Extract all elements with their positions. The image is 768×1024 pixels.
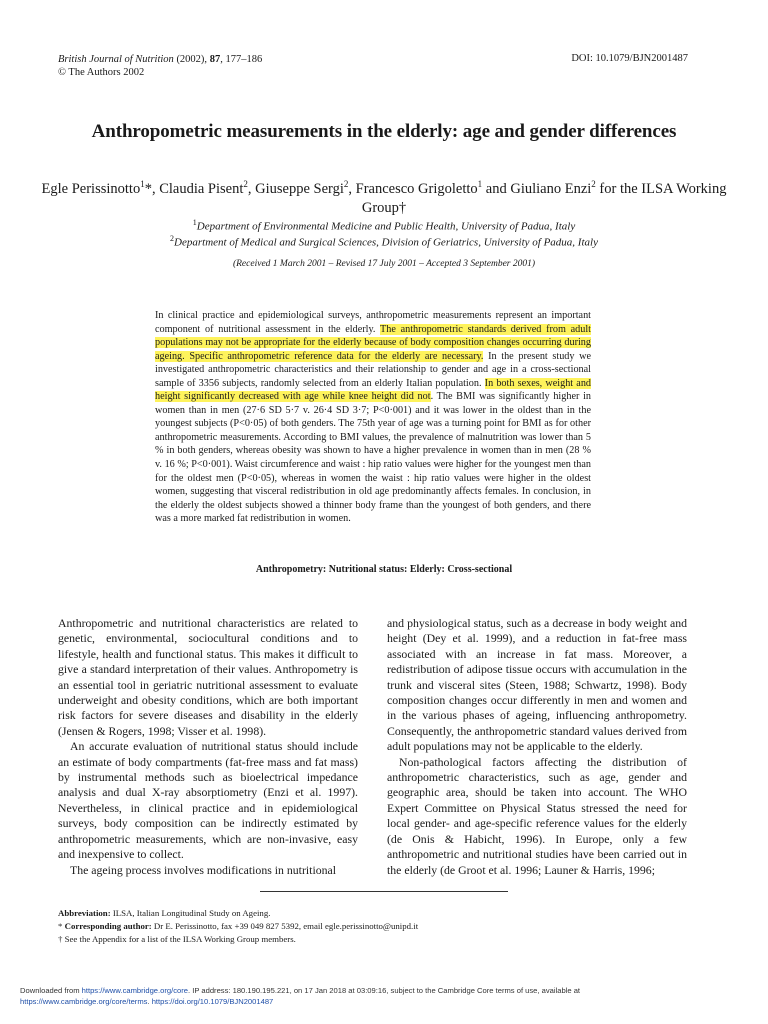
affiliation-sup: 1	[192, 218, 197, 227]
affiliation-2	[0, 234, 768, 249]
author-name: and Giuliano Enzi	[482, 180, 592, 197]
body-column-right	[387, 616, 687, 878]
journal-name: British Journal of Nutrition	[58, 54, 174, 65]
abstract-highlight: The anthropometric standards derived from adult populations may not be appropriate for the elderly because of body composition changes occurring during ageing. Specific anthropometric reference data for the elderly are necessary.	[155, 323, 591, 362]
author-affil-sup: 2	[591, 179, 596, 189]
footnote-abbreviation	[58, 907, 718, 920]
author-affil-sup: 1	[140, 179, 145, 189]
abstract-text: In the present study we investigated anthropometric characteristics and their relationship to gender and age in a cross-sectional sample of 3356 subjects, randomly selected from an elderly Italian population.	[155, 350, 592, 389]
citation-volume: 87	[209, 54, 221, 65]
abstract-highlight: In both sexes, weight and height significantly decreased with age while knee height did not	[155, 377, 592, 403]
author-list	[40, 175, 728, 218]
footnote-text: ILSA, Italian Longitudinal Study on Ageing.	[110, 908, 271, 918]
download-text: . IP address: 180.190.195.221, on 17 Jan 2018 at 03:09:16, subject to the Cambridge Core terms of use, available at	[188, 986, 581, 995]
author-name: , Giuseppe Sergi	[247, 180, 344, 197]
download-text: .	[147, 996, 152, 1006]
body-paragraph: Non-pathological factors affecting the distribution of anthropometric characteristics, such as age, gender and geographic area, should be taken into account. The WHO Expert Committee on Physical Status stressed the need for local gender- and age-specific reference values for the elderly (de Onis & Habicht, 1996). In Europe, only a few anthropometric and nutritional studies have been carried out in the elderly (de Groot et al. 1996; Launer & Harris, 1996;	[387, 754, 687, 877]
author-mark: *,	[144, 180, 160, 197]
body-column-left	[58, 616, 358, 878]
affiliation-1	[0, 218, 768, 233]
author-affil-sup: 2	[343, 179, 349, 189]
body-paragraph: and physiological status, such as a decrease in body weight and height (Dey et al. 1999), and a reduction in fat-free mass associated with an increase in fat mass. Moreover, a redistribution of adipose tissue occurs with accumulation in the trunk and visceral sites (Steen, 1988; Schwartz, 1998). Body composition changes occur differently in men and women and in the various phases of ageing, influencing anthropometry. Consequently, the anthropometric standard values derived from adult populations may not be applicable to the elderly.	[387, 616, 687, 754]
footnote-text: Dr E. Perissinotto, fax +39 049 827 5392, email egle.perissinotto@unipd.it	[151, 921, 419, 931]
doi: DOI: 10.1079/BJN2001487	[571, 53, 688, 64]
footnote-corresponding	[58, 920, 718, 933]
abstract-text: . The BMI was significantly higher in women than in men (27·6 SD 5·7 v. 26·4 SD 3·7; P<0·001) and it was lower in the oldest than in the youngest subjects (P<0·05) of both genders. The 75th year of age was a turning point for BMI as for other anthropometric measurements. According to BMI values, the prevalence of malnutrition was lower than 5 % in both genders, whereas obesity was shown to have a higher prevalence in women than in men (28 % v. 16 %; P<0·001). Waist circumference and waist : hip ratio values were higher for the youngest men than for the oldest men (P<0·05), whereas in women the waist : hip ratio values were higher in the oldest women, suggesting that visceral redistribution in old age predominantly affects females. In conclusion, in the elderly the oldest subjects showed a thinner body frame than the youngest of both genders, and there was a more marked fat redistribution in women.	[155, 391, 591, 525]
author-name: Claudia Pisent	[159, 180, 244, 197]
download-text: Downloaded from	[20, 986, 82, 995]
terms-link[interactable]: https://www.cambridge.org/core/terms	[20, 996, 148, 1006]
body-paragraph: The ageing process involves modifications in nutritional	[70, 862, 337, 877]
citation-pages: , 177–186	[220, 54, 263, 65]
download-notice	[20, 986, 740, 1007]
paper-title: Anthropometric measurements in the elderly: age and gender differences	[91, 121, 677, 142]
footnote-label: Corresponding author:	[64, 921, 152, 931]
affiliation-text: Department of Environmental Medicine and Public Health, University of Padua, Italy	[196, 220, 576, 233]
affiliation-text: Department of Medical and Surgical Sciences, Division of Geriatrics, University of Padua, Italy	[174, 236, 598, 249]
copyright: © The Authors 2002	[58, 67, 145, 78]
author-affil-sup: 2	[243, 179, 248, 189]
affiliation-sup: 2	[170, 234, 175, 243]
working-group: for the ILSA Working Group†	[361, 180, 727, 216]
doi-link[interactable]: https://doi.org/10.1079/BJN2001487	[151, 996, 274, 1006]
author-name: , Francesco Grigoletto	[348, 180, 478, 197]
footnotes	[58, 907, 718, 946]
footnote-appendix: † See the Appendix for a list of the ILSA Working Group members.	[58, 934, 296, 944]
cambridge-core-link[interactable]: https://www.cambridge.org/core	[81, 986, 188, 995]
abstract-text: In clinical practice and epidemiological surveys, anthropometric measurements represent an important component of nutritional assessment in the elderly.	[155, 310, 591, 335]
body-paragraph: Anthropometric and nutritional characteristics are related to genetic, environmental, sociocultural conditions and to lifestyle, health and functional status. This makes it difficult to give a standard interpretation of their values. Anthropometry is an essential tool in geriatric nutritional assessment to evaluate underweight and obesity conditions, which are both important risk factors for severe diseases and disability in the elderly (Jensen & Rogers, 1998; Visser et al. 1998).	[58, 616, 358, 738]
author-affil-sup: 1	[477, 179, 483, 189]
footnote-divider	[260, 891, 508, 892]
footnote-label: Abbreviation:	[58, 908, 111, 918]
abstract	[155, 309, 591, 526]
citation-year: (2002),	[173, 54, 210, 65]
author-name: Egle Perissinotto	[41, 180, 141, 197]
received-dates: (Received 1 March 2001 – Revised 17 July 2001 – Accepted 3 September 2001)	[232, 259, 536, 269]
journal-citation	[58, 53, 262, 79]
keywords: Anthropometry: Nutritional status: Elderly: Cross-sectional	[255, 564, 513, 575]
footnote-mark: *	[58, 921, 65, 931]
body-paragraph: An accurate evaluation of nutritional status should include an estimate of body compartments (fat-free mass and fat mass) by instrumental methods such as bioelectrical impedance analysis and dual X-ray absorptiometry (Enzi et al. 1997). Nevertheless, in clinical practice and in epidemiological surveys, body composition can be indirectly estimated by anthropometric measurements, which are non-invasive, easy and inexpensive to collect.	[58, 739, 358, 862]
